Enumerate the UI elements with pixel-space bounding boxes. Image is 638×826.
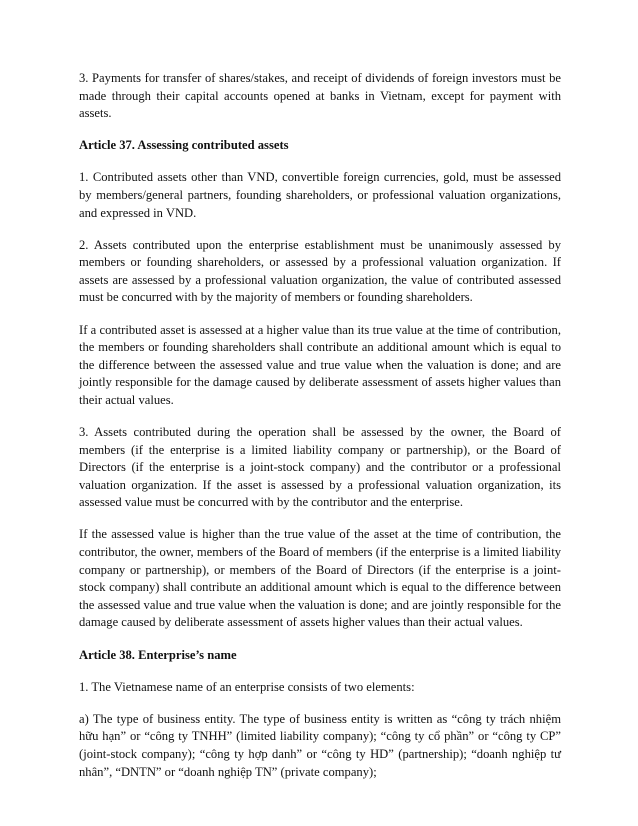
paragraph-point-a-entity-type: a) The type of business entity. The type of business entity is written as “công ty trách nhiệm hữu hạn” or “công ty TNHH” (limited liability company); “công ty cổ phần” or “công ty CP” (joint-stock company); “công ty hợp danh” or “công ty HD” (partnership); “doanh nghiệp tư nhân”, “DNTN” or “doanh nghiệp TN” (private company); (79, 711, 561, 779)
paragraph-clause-3-payments: 3. Payments for transfer of shares/stakes, and receipt of dividends of foreign investors must be made through their capital accounts opened at banks in Vietnam, except for payment with assets. (79, 71, 561, 121)
document-page (79, 70, 561, 796)
paragraph-clause-2-establishment-assets: 2. Assets contributed upon the enterprise establishment must be unanimously assessed by members or founding shareholders, or assessed by a professional valuation organization. If assets are assessed by a professional valuation organization, the value of contributed assessed must be concurred with by the majority of members or founding shareholders. (79, 237, 561, 305)
paragraph-clause-1-name-elements: 1. The Vietnamese name of an enterprise consists of two elements: (79, 679, 415, 694)
paragraph-clause-3-operation-assets: 3. Assets contributed during the operation shall be assessed by the owner, the Board of members (if the enterprise is a limited liability company or partnership), or the Board of Directors (if the enterprise is a joint-stock company) and the contributor or a professional valuation organization. If the asset is assessed by a professional valuation organization, its assessed value must be concurred with by the contributor and the enterprise. (79, 425, 561, 510)
article-37-heading: Article 37. Assessing contributed assets (79, 138, 289, 153)
paragraph-higher-value-operation: If the assessed value is higher than the true value of the asset at the time of contribution, the contributor, the owner, members of the Board of members (if the enterprise is a limited liability company or partnership), or members of the Board of Directors (if the enterprise is a joint-stock company) shall contribute an additional amount which is equal to the difference between the assessed value and true value when the valuation is done; and are jointly responsible for the damage caused by deliberate assessment of assets higher values than their actual values. (79, 527, 561, 630)
paragraph-higher-value-establishment: If a contributed asset is assessed at a higher value than its true value at the time of contribution, the members or founding shareholders shall contribute an additional amount which is equal to the difference between the assessed value and true value when the valuation is done; and are jointly responsible for the damage caused by deliberate assessment of assets higher values than their actual values. (79, 322, 561, 407)
article-38-heading: Article 38. Enterprise’s name (79, 647, 237, 662)
paragraph-clause-1-contributed-assets: 1. Contributed assets other than VND, convertible foreign currencies, gold, must be assessed by members/general partners, founding shareholders, or professional valuation organizations, and expressed in VND. (79, 170, 561, 220)
